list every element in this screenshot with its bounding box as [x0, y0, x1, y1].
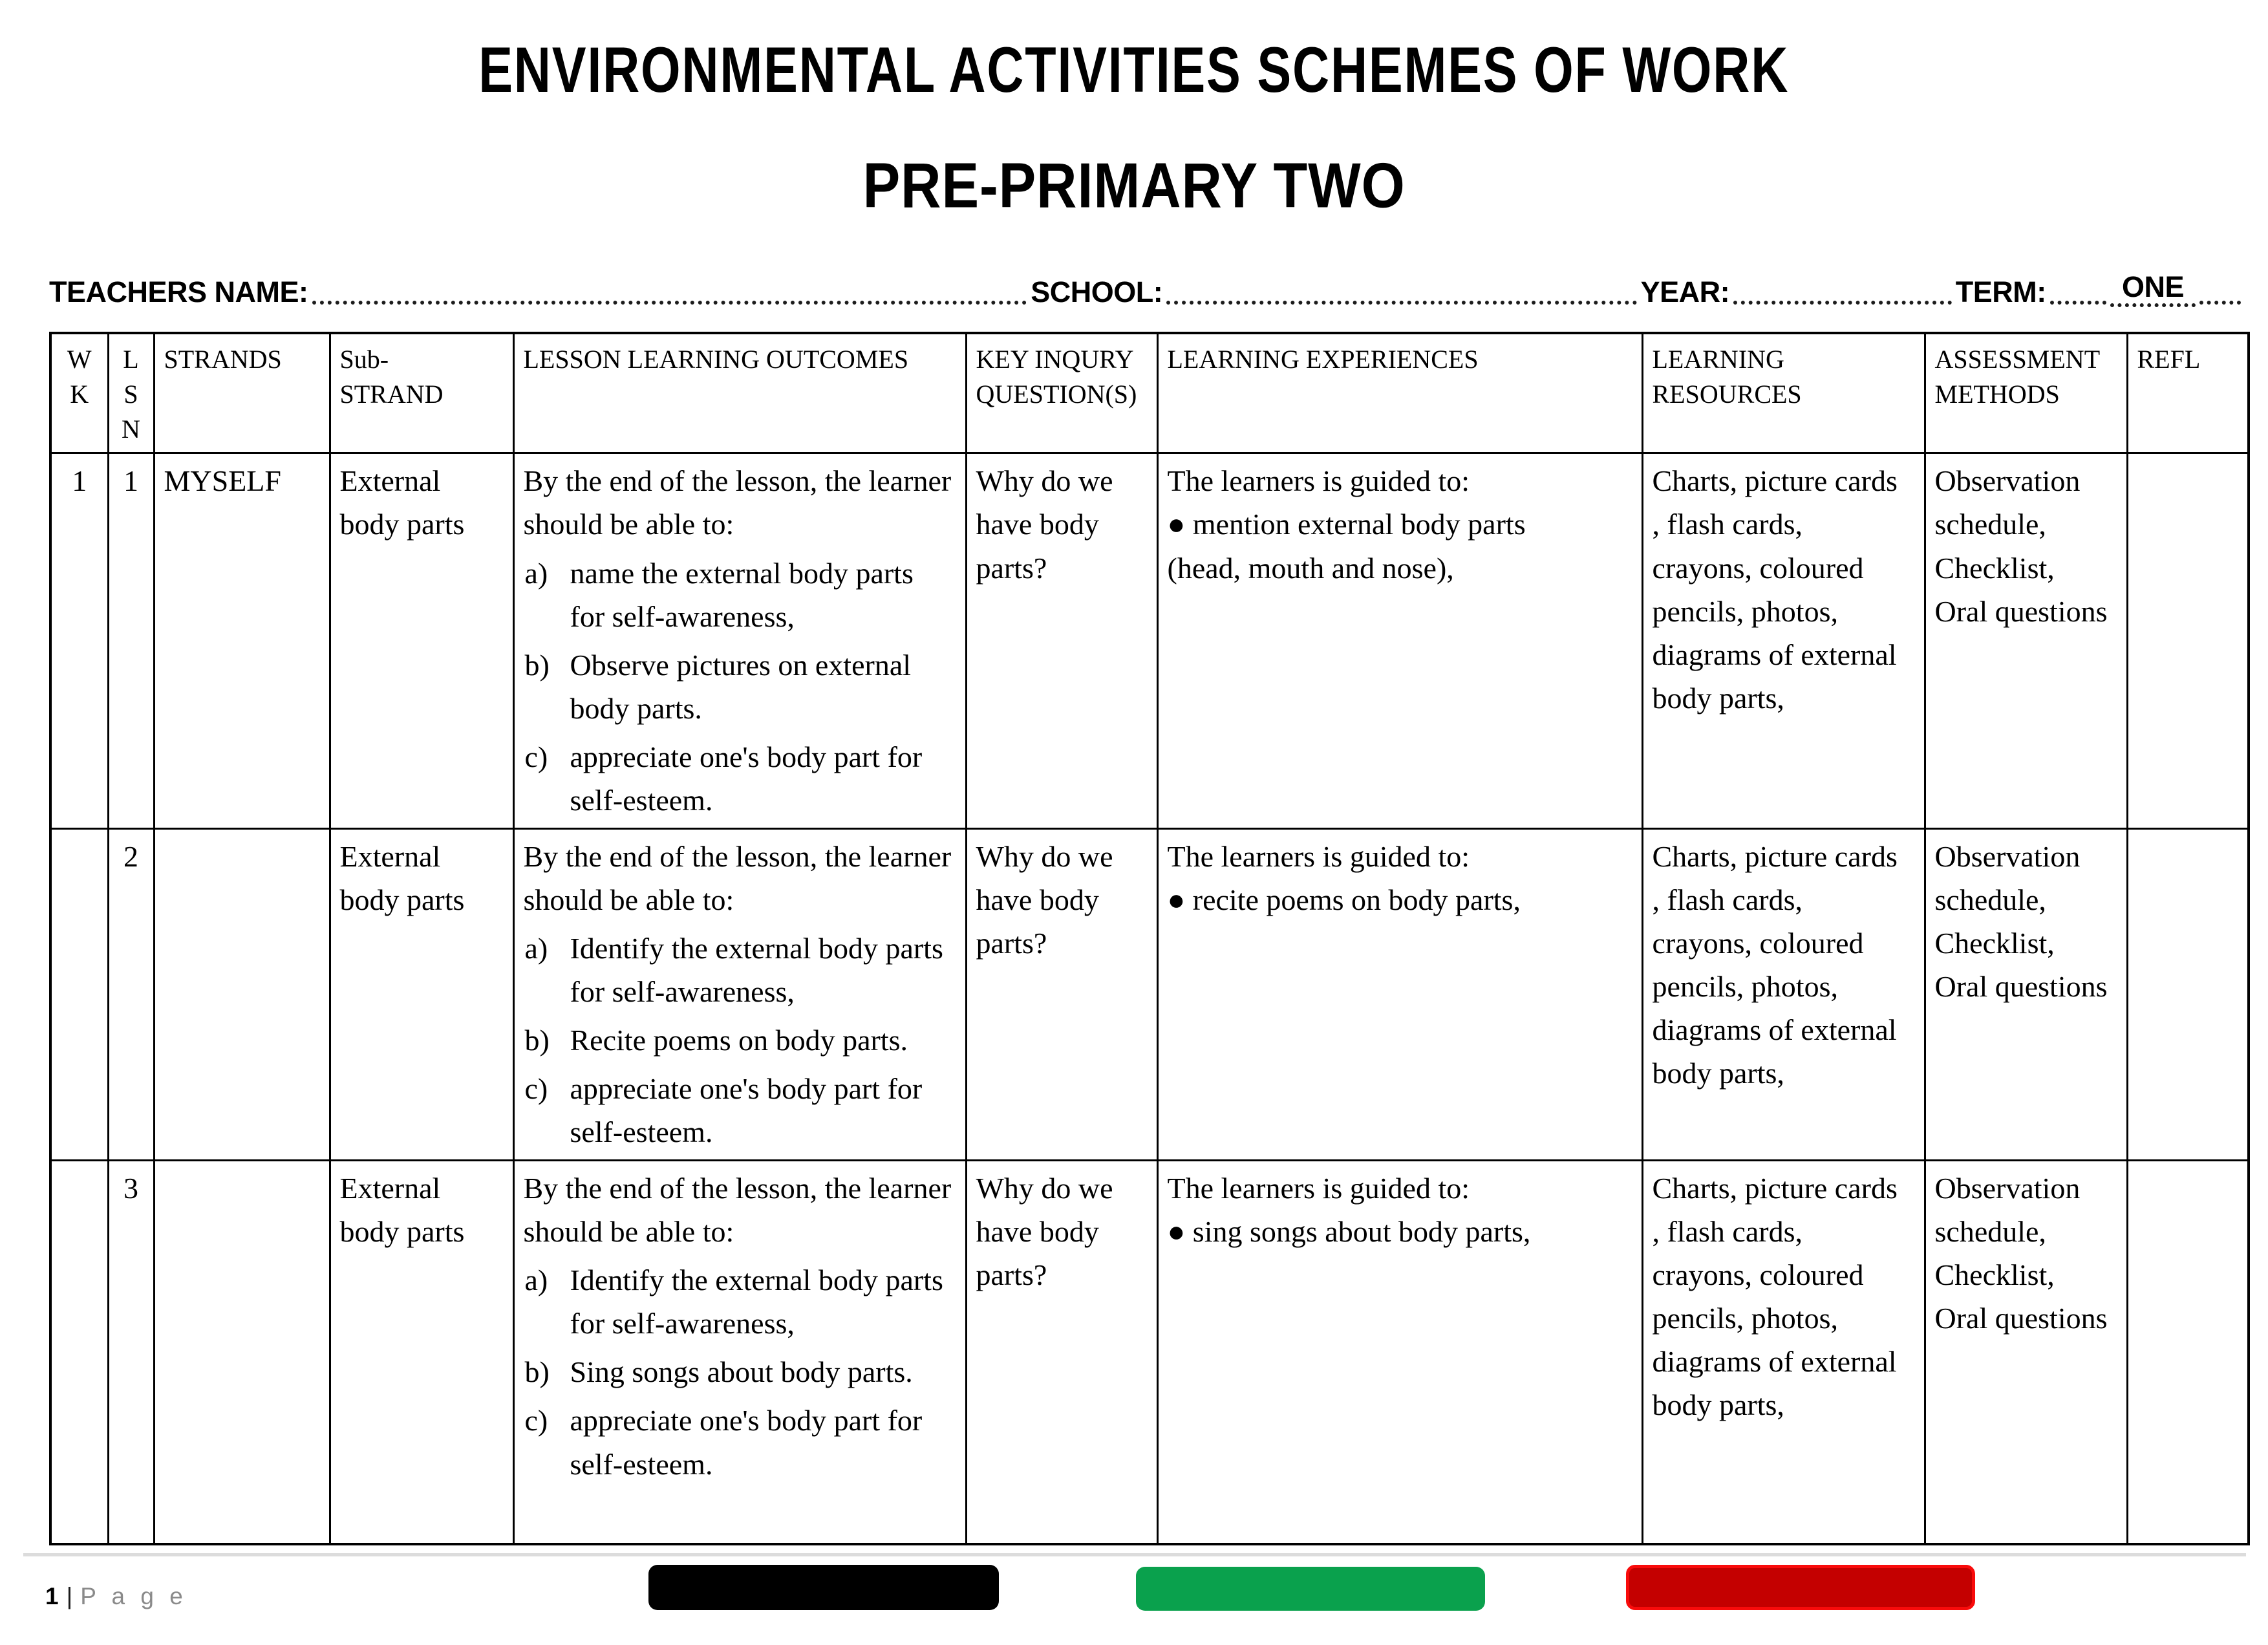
cell-lesson: 2	[108, 828, 154, 1160]
term-blank-left	[2050, 301, 2106, 305]
document-title	[0, 35, 2268, 106]
cell-lesson: 3	[108, 1160, 154, 1544]
cell-outcomes	[513, 828, 966, 1160]
page-separator: |	[66, 1583, 73, 1609]
outcomes-intro: By the end of the lesson, the learner should be able to:	[523, 1171, 952, 1248]
year-blank	[1733, 301, 1952, 305]
outcome-item: a) Identify the external body parts for self-awareness,	[524, 931, 943, 1008]
cell-resources: Charts, picture cards , flash cards, crayons, coloured pencils, photos, diagrams of external body parts,	[1642, 1160, 1925, 1544]
cell-reflection	[2127, 453, 2249, 828]
teachers-name-label: TEACHERS NAME:	[49, 275, 308, 308]
term-value: ONE	[2110, 272, 2196, 307]
outcomes-intro: By the end of the lesson, the learner should be able to:	[523, 839, 952, 916]
term-blank-right	[2199, 301, 2241, 305]
document-title-text: ENVIRONMENTAL ACTIVITIES SCHEMES OF WORK	[478, 35, 1790, 106]
cell-key-inquiry: Why do we have body parts?	[966, 453, 1157, 828]
document-subtitle-text: PRE-PRIMARY TWO	[862, 150, 1406, 222]
experience-item: ● sing songs about body parts,	[1167, 1214, 1531, 1248]
outcome-item: a) name the external body parts for self-awareness,	[524, 556, 914, 633]
col-header-key-inquiry: KEY INQURY QUESTION(S)	[966, 333, 1157, 453]
cell-outcomes	[513, 1160, 966, 1544]
footer-divider	[23, 1553, 2246, 1556]
col-header-reflection: REFL	[2127, 333, 2249, 453]
teachers-name-blank	[312, 301, 1027, 305]
cell-sub-strand: External body parts	[330, 828, 513, 1160]
col-header-lesson: L S N	[108, 333, 154, 453]
outcome-item: c) appreciate one's body part for self-esteem.	[524, 740, 923, 817]
cell-week: 1	[50, 453, 108, 828]
cell-assessment: Observation schedule, Checklist, Oral questions	[1925, 453, 2127, 828]
experience-item: ● mention external body parts (head, mouth and nose),	[1167, 508, 1526, 585]
cell-week	[50, 828, 108, 1160]
scheme-of-work-table	[49, 332, 2250, 1545]
cell-week	[50, 1160, 108, 1544]
cell-sub-strand: External body parts	[330, 453, 513, 828]
cell-experiences	[1157, 453, 1642, 828]
cell-strand	[154, 828, 330, 1160]
cell-sub-strand: External body parts	[330, 1160, 513, 1544]
bullet-icon: ●	[1167, 883, 1186, 916]
col-header-sub-strand: Sub- STRAND	[330, 333, 513, 453]
bullet-icon: ●	[1167, 1214, 1186, 1248]
scheme-of-work-document	[0, 35, 2268, 1645]
cell-key-inquiry: Why do we have body parts?	[966, 1160, 1157, 1544]
outcome-item: b) Recite poems on body parts.	[524, 1024, 908, 1057]
term-label: TERM:	[1955, 275, 2046, 308]
cell-assessment: Observation schedule, Checklist, Oral questions	[1925, 1160, 2127, 1544]
experiences-intro: The learners is guided to:	[1167, 464, 1470, 498]
school-label: SCHOOL:	[1031, 275, 1163, 308]
experiences-intro: The learners is guided to:	[1167, 839, 1470, 873]
outcome-item: b) Sing songs about body parts.	[524, 1355, 913, 1389]
cell-reflection	[2127, 828, 2249, 1160]
cell-resources: Charts, picture cards , flash cards, crayons, coloured pencils, photos, diagrams of external body parts,	[1642, 828, 1925, 1160]
bullet-icon: ●	[1167, 508, 1186, 541]
outcome-item: a) Identify the external body parts for self-awareness,	[524, 1263, 943, 1340]
school-blank	[1166, 301, 1636, 305]
experiences-intro: The learners is guided to:	[1167, 1171, 1470, 1205]
col-header-week: W K	[50, 333, 108, 453]
cell-assessment: Observation schedule, Checklist, Oral questions	[1925, 828, 2127, 1160]
page-number-label	[45, 1583, 187, 1610]
table-row	[50, 1160, 2249, 1544]
page-number: 1	[45, 1583, 59, 1609]
outcome-item: c) appreciate one's body part for self-esteem.	[524, 1072, 923, 1149]
table-header-row	[50, 333, 2249, 453]
outcomes-intro: By the end of the lesson, the learner should be able to:	[523, 464, 952, 541]
year-label: YEAR:	[1640, 275, 1730, 308]
footer-bar-green	[1136, 1567, 1485, 1611]
col-header-outcomes: LESSON LEARNING OUTCOMES	[513, 333, 966, 453]
cell-experiences	[1157, 828, 1642, 1160]
cell-strand	[154, 1160, 330, 1544]
experience-item: ● recite poems on body parts,	[1167, 883, 1521, 916]
document-subtitle	[0, 150, 2268, 222]
cell-reflection	[2127, 1160, 2249, 1544]
col-header-experiences: LEARNING EXPERIENCES	[1157, 333, 1642, 453]
table-row	[50, 828, 2249, 1160]
cell-outcomes	[513, 453, 966, 828]
cell-resources: Charts, picture cards , flash cards, crayons, coloured pencils, photos, diagrams of external body parts,	[1642, 453, 1925, 828]
cell-strand: MYSELF	[154, 453, 330, 828]
page-word: P a g e	[80, 1583, 187, 1609]
col-header-resources: LEARNING RESOURCES	[1642, 333, 1925, 453]
outcome-item: b) Observe pictures on external body parts.	[524, 648, 912, 726]
table-row	[50, 453, 2249, 828]
teacher-details-line	[49, 272, 2245, 307]
outcome-item: c) appreciate one's body part for self-esteem.	[524, 1404, 923, 1481]
cell-experiences	[1157, 1160, 1642, 1544]
cell-key-inquiry: Why do we have body parts?	[966, 828, 1157, 1160]
col-header-assessment: ASSESSMENT METHODS	[1925, 333, 2127, 453]
col-header-strands: STRANDS	[154, 333, 330, 453]
cell-lesson: 1	[108, 453, 154, 828]
